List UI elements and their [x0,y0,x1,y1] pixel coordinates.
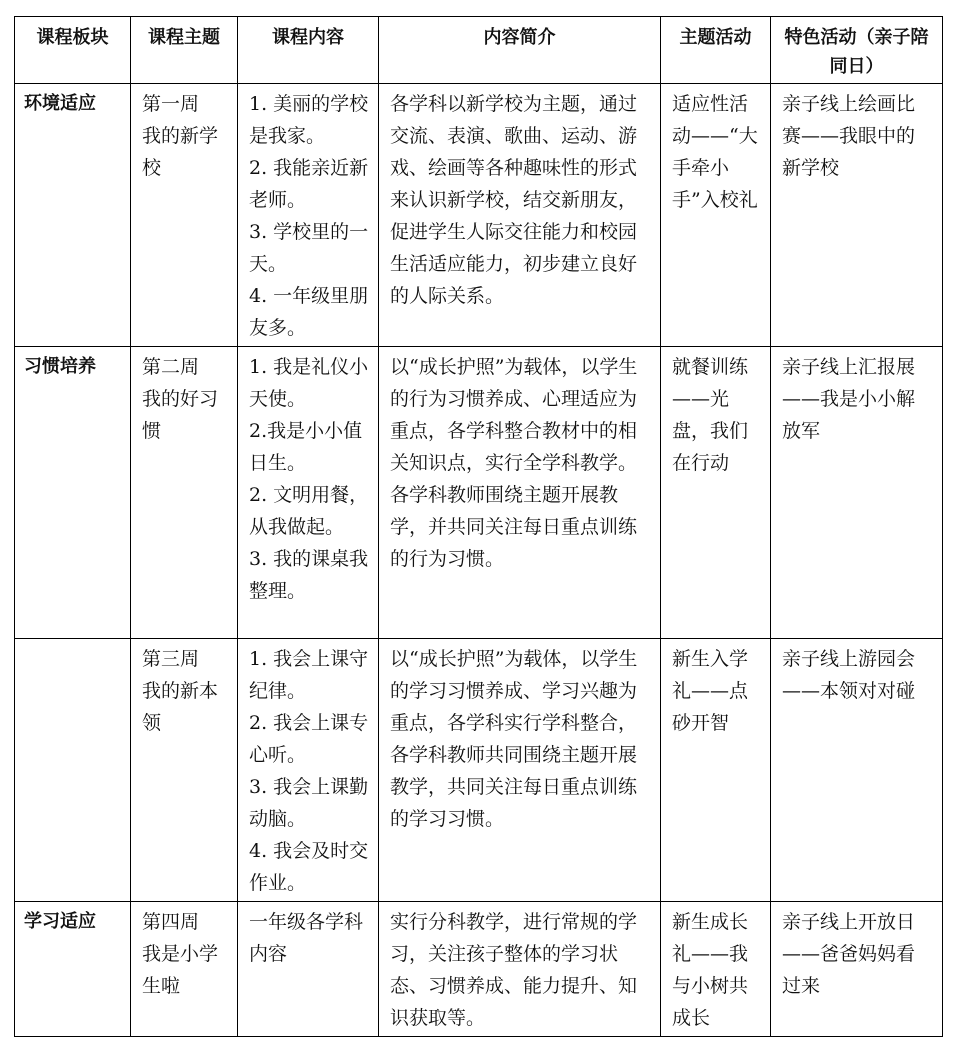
content-cell [238,347,379,639]
theme-title: 我的新学校 [142,125,219,179]
activity-cell: 新生入学礼——点砂开智 [661,639,771,902]
theme-cell [131,84,238,347]
theme-cell [131,347,238,639]
content-item: 1. 我是礼仪小天使。 [249,356,369,410]
content-item: 2. 文明用餐，从我做起。 [249,484,369,538]
content-item: 2.我是小小值日生。 [249,420,363,474]
block-cell: 环境适应 [15,84,131,347]
theme-week: 第四周 [142,911,200,933]
activity-cell: 新生成长礼——我与小树共成长 [661,902,771,1037]
table-row [15,902,943,1037]
header-special: 特色活动（亲子陪同日） [771,17,943,84]
content-item: 4. 我会及时交作业。 [249,840,369,894]
header-block: 课程板块 [15,17,131,84]
content-cell [238,84,379,347]
header-row [15,17,943,84]
block-cell: 学习适应 [15,902,131,1037]
content-item: 3. 我会上课勤动脑。 [249,776,369,830]
theme-title: 我的新本领 [142,680,219,734]
curriculum-table [14,16,943,1037]
content-item: 3. 我的课桌我整理。 [249,548,369,602]
block-cell: 习惯培养 [15,347,131,639]
content-item: 3. 学校里的一天。 [249,221,369,275]
content-cell [238,639,379,902]
table-row [15,639,943,902]
content-cell [238,902,379,1037]
theme-week: 第一周 [142,93,200,115]
table-row [15,347,943,639]
header-theme: 课程主题 [131,17,238,84]
special-cell: 亲子线上汇报展——我是小小解放军 [771,347,943,639]
content-item: 2. 我能亲近新老师。 [249,157,369,211]
theme-week: 第三周 [142,648,200,670]
intro-cell: 以“成长护照”为载体，以学生的行为习惯养成、心理适应为重点，各学科整合教材中的相关知识点，实行全学科教学。各学科教师围绕主题开展教学，并共同关注每日重点训练的行为习惯。 [379,347,661,639]
content-item: 4. 一年级里朋友多。 [249,285,369,339]
activity-cell: 就餐训练——光盘，我们在行动 [661,347,771,639]
content-item: 2. 我会上课专心听。 [249,712,369,766]
theme-cell [131,639,238,902]
activity-cell: 适应性活动——“大手牵小手”入校礼 [661,84,771,347]
intro-cell: 实行分科教学，进行常规的学习，关注孩子整体的学习状态、习惯养成、能力提升、知识获取等。 [379,902,661,1037]
special-cell: 亲子线上游园会——本领对对碰 [771,639,943,902]
content-item: 一年级各学科内容 [249,911,364,965]
special-cell: 亲子线上开放日——爸爸妈妈看过来 [771,902,943,1037]
intro-cell: 以“成长护照”为载体，以学生的学习习惯养成、学习兴趣为重点，各学科实行学科整合，各学科教师共同围绕主题开展教学，共同关注每日重点训练的学习习惯。 [379,639,661,902]
theme-week: 第二周 [142,356,200,378]
content-item: 1. 美丽的学校是我家。 [249,93,369,147]
intro-cell: 各学科以新学校为主题，通过交流、表演、歌曲、运动、游戏、绘画等各种趣味性的形式来认识新学校，结交新朋友，促进学生人际交往能力和校园生活适应能力，初步建立良好的人际关系。 [379,84,661,347]
table-row [15,84,943,347]
theme-title: 我的好习惯 [142,388,219,442]
theme-title: 我是小学生啦 [142,943,219,997]
header-intro: 内容简介 [379,17,661,84]
content-item: 1. 我会上课守纪律。 [249,648,369,702]
block-cell [15,639,131,902]
theme-cell [131,902,238,1037]
special-cell: 亲子线上绘画比赛——我眼中的新学校 [771,84,943,347]
header-activity: 主题活动 [661,17,771,84]
header-content: 课程内容 [238,17,379,84]
